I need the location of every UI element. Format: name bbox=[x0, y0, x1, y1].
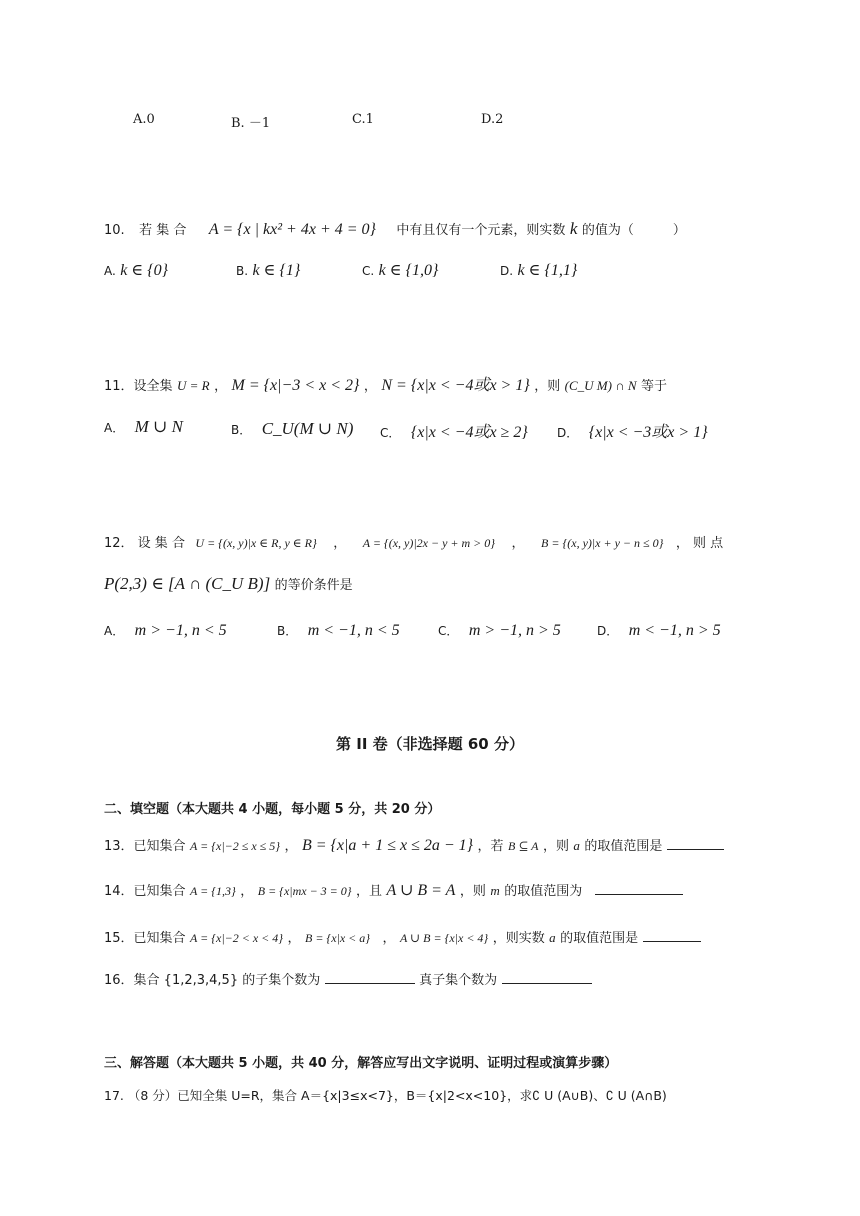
q10-option-c-math: k ∈ {1,0} bbox=[378, 262, 439, 279]
question-11: 11．设全集 U = R ， M = {x|−3 < x < 2} ， N = {x|x < −4或x > 1} ，则 (C_U M) ∩ N 等于 bbox=[104, 377, 667, 394]
q12-option-d-math: m < −1, n > 5 bbox=[628, 622, 721, 639]
q12-option-a-letter: A． bbox=[104, 624, 125, 638]
q12-option-a bbox=[104, 622, 227, 640]
q14-mid: ，且 bbox=[356, 884, 383, 899]
q10-option-c bbox=[362, 260, 438, 280]
question-15: 15．已知集合 A = {x|−2 < x < 4} ， B = {x|x < a} ， A ∪ B = {x|x < 4} ，则实数 a 的取值范围是 bbox=[104, 927, 701, 946]
q12-option-c-math: m > −1, n > 5 bbox=[468, 622, 561, 639]
q10-option-c-letter: C. bbox=[362, 264, 375, 278]
q11-option-c-letter: C． bbox=[380, 426, 401, 440]
q13-set-a: A = {x|−2 ≤ x ≤ 5} bbox=[190, 839, 281, 853]
q10-post: 中有且仅有一个元素，则实数 bbox=[396, 223, 566, 238]
q11-option-d-letter: D． bbox=[557, 426, 579, 440]
q15-condition: A ∪ B = {x|x < 4} bbox=[399, 931, 489, 945]
q11-option-b bbox=[231, 419, 353, 439]
q13-answer-blank[interactable] bbox=[667, 835, 724, 850]
q16-pre: 16．集合 {1,2,3,4,5} 的子集个数为 bbox=[104, 973, 321, 988]
q12-option-d bbox=[597, 622, 721, 640]
q9-option-d: D.2 bbox=[481, 112, 504, 127]
q15-var: a bbox=[549, 930, 556, 945]
q12-point-post: 的等价条件是 bbox=[274, 578, 353, 593]
q10-set: A = {x | kx² + 4x + 4 = 0} bbox=[208, 221, 376, 238]
q11-number: 11．设全集 bbox=[104, 379, 173, 394]
q10-var: k bbox=[569, 219, 578, 238]
question-14: 14．已知集合 A = {1,3} ， B = {x|mx − 3 = 0} ，且 A ∪ B = A ，则 m 的取值范围为 bbox=[104, 880, 683, 900]
q12-option-c-letter: C． bbox=[438, 624, 459, 638]
q10-option-b bbox=[236, 260, 300, 280]
q11-option-b-math: C_U(M ∪ N) bbox=[261, 419, 354, 438]
q12-option-a-math: m > −1, n < 5 bbox=[134, 622, 227, 639]
q12-line2 bbox=[104, 574, 353, 594]
q10-tail: 的值为（ ） bbox=[581, 223, 686, 238]
q11-set-n: N = {x|x < −4或x > 1} bbox=[381, 377, 530, 394]
q14-set-b: B = {x|mx − 3 = 0} bbox=[257, 884, 352, 898]
q15-answer-blank[interactable] bbox=[643, 927, 701, 942]
q10-option-d-math: k ∈ {1,1} bbox=[517, 262, 578, 279]
q14-tail: 的取值范围为 bbox=[504, 884, 583, 899]
q11-ask-pre: ，则 bbox=[534, 379, 561, 394]
q10-option-b-letter: B. bbox=[236, 264, 249, 278]
question-12: 12． 设 集 合 U = {(x, y)|x ∈ R, y ∈ R} ， A = {(x, y)|2x − y + m > 0} ， B = {(x, y)|x + y − n ≤ 0} ， 则 点 bbox=[104, 536, 724, 551]
q14-condition: A ∪ B = A bbox=[386, 882, 456, 899]
q10-option-d bbox=[500, 260, 577, 280]
q10-option-b-math: k ∈ {1} bbox=[252, 262, 301, 279]
q14-answer-blank[interactable] bbox=[595, 880, 683, 895]
q12-option-b bbox=[277, 622, 400, 640]
q11-option-a bbox=[104, 417, 183, 437]
q15-set-b: B = {x|x < a} bbox=[304, 931, 371, 945]
q12-option-d-letter: D． bbox=[597, 624, 619, 638]
q11-option-d-math: {x|x < −3或x > 1} bbox=[588, 424, 708, 441]
q12-option-c bbox=[438, 622, 561, 640]
q14-pre: 14．已知集合 bbox=[104, 884, 186, 899]
question-13: 13．已知集合 A = {x|−2 ≤ x ≤ 5} ， B = {x|a + 1 ≤ x ≤ 2a − 1} ，若 B ⊆ A ，则 a 的取值范围是 bbox=[104, 835, 724, 855]
question-16 bbox=[104, 969, 592, 988]
q11-option-a-math: M ∪ N bbox=[134, 417, 183, 436]
q10-number: 10. bbox=[104, 223, 125, 238]
q9-option-a: A.0 bbox=[133, 112, 155, 127]
q10-option-a-math: k ∈ {0} bbox=[120, 262, 169, 279]
q12-set-a: A = {(x, y)|2x − y + m > 0} bbox=[362, 536, 496, 550]
q9-option-c: C.1 bbox=[352, 112, 374, 127]
q14-var: m bbox=[490, 883, 500, 898]
q11-option-a-letter: A． bbox=[104, 421, 125, 435]
q13-post: ，则 bbox=[542, 839, 569, 854]
q11-option-b-letter: B． bbox=[231, 423, 252, 437]
q11-set-m: M = {x|−3 < x < 2} bbox=[231, 377, 360, 394]
q11-option-c-math: {x|x < −4或x ≥ 2} bbox=[410, 424, 528, 441]
q13-pre: 13．已知集合 bbox=[104, 839, 186, 854]
q12-ze: ， 则 点 bbox=[675, 536, 724, 551]
q11-universe: U = R bbox=[177, 378, 210, 393]
q11-option-c bbox=[380, 419, 528, 442]
q15-post: ，则实数 bbox=[492, 931, 545, 946]
q13-mid: ，若 bbox=[477, 839, 504, 854]
part-2-heading: 二、填空题（本大题共 4 小题，每小题 5 分，共 20 分） bbox=[104, 802, 441, 817]
q13-condition: B ⊆ A bbox=[508, 839, 539, 853]
q12-universe: U = {(x, y)|x ∈ R, y ∈ R} bbox=[195, 536, 317, 550]
q10-pre: 若 集 合 bbox=[139, 223, 187, 238]
q11-option-d bbox=[557, 419, 708, 442]
q13-tail: 的取值范围是 bbox=[584, 839, 663, 854]
q13-set-b: B = {x|a + 1 ≤ x ≤ 2a − 1} bbox=[301, 837, 474, 854]
q12-set-b: B = {(x, y)|x + y − n ≤ 0} bbox=[541, 536, 664, 550]
q11-ask-post: 等于 bbox=[640, 379, 667, 394]
question-17: 17. （8 分）已知全集 U=R，集合 A＝{x|3≤x<7}，B＝{x|2<x<10}，求∁ U (A∪B)、∁ U (A∩B) bbox=[104, 1088, 667, 1103]
q15-set-a: A = {x|−2 < x < 4} bbox=[190, 931, 284, 945]
q11-ask-math: (C_U M) ∩ N bbox=[564, 378, 637, 393]
q14-post: ，则 bbox=[459, 884, 486, 899]
q16-mid: 真子集个数为 bbox=[419, 973, 498, 988]
q12-number: 12． 设 集 合 bbox=[104, 536, 185, 551]
question-10 bbox=[104, 219, 686, 239]
q10-option-d-letter: D. bbox=[500, 264, 514, 278]
q12-point: P(2,3) ∈ [A ∩ (C_U B)] bbox=[104, 574, 271, 593]
q15-tail: 的取值范围是 bbox=[560, 931, 639, 946]
part-3-heading: 三、解答题（本大题共 5 小题，共 40 分，解答应写出文字说明、证明过程或演算步骤） bbox=[104, 1056, 618, 1071]
q16-subsets-blank[interactable] bbox=[325, 969, 415, 984]
q16-proper-subsets-blank[interactable] bbox=[502, 969, 592, 984]
q15-pre: 15．已知集合 bbox=[104, 931, 186, 946]
q12-option-b-math: m < −1, n < 5 bbox=[307, 622, 400, 639]
q13-var: a bbox=[573, 838, 580, 853]
section-2-title: 第 II 卷（非选择题 60 分） bbox=[336, 735, 524, 753]
q12-option-b-letter: B． bbox=[277, 624, 298, 638]
q9-option-b: B. －1 bbox=[231, 116, 271, 131]
q10-option-a-letter: A. bbox=[104, 264, 116, 278]
q14-set-a: A = {1,3} bbox=[190, 884, 236, 898]
q10-option-a bbox=[104, 260, 168, 280]
